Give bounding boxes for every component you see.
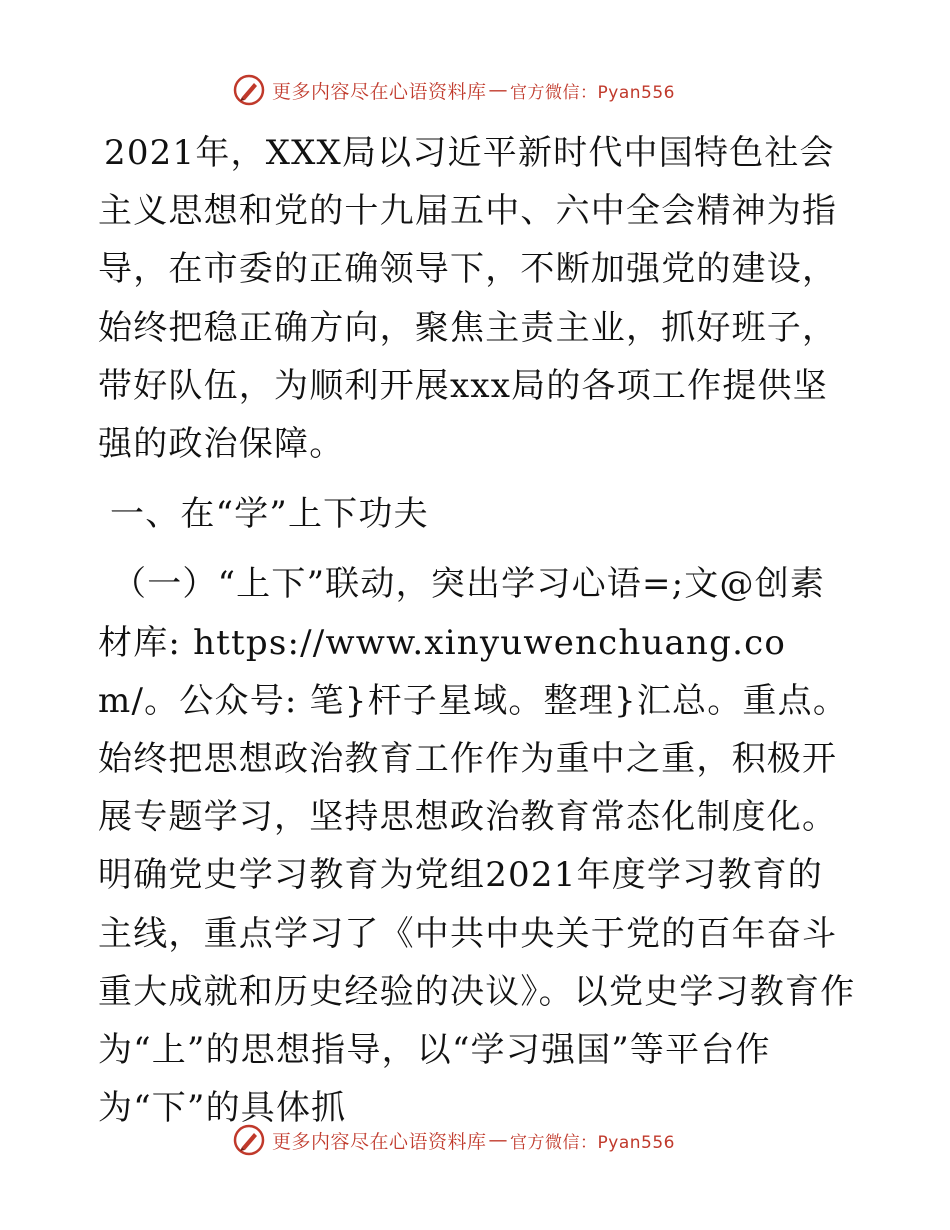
watermark-wechat: 官方微信：Pyan556 [510, 1132, 675, 1153]
watermark-footer [232, 1120, 732, 1160]
section-heading: 一、在“学”上下功夫 [110, 494, 429, 535]
watermark-wechat: 官方微信：Pyan556 [510, 82, 675, 103]
watermark-text: 更多内容尽在心语资料库 [272, 1130, 487, 1153]
document-body [98, 124, 858, 1137]
paragraph-subsection: （一）“上下”联动，突出学习心语=;文@创素材库: https://www.xinyuwenchuang.com/。公众号: 笔}杆子星域。整理}汇总。重点。始终把思想政治教育工作作为重中之重，积极开展专题学习，坚持思想政治教育常态化制度化。明确党史学习教育为党组2021年度学习教育的主线，重点学习了《中共中央关于党的百年奋斗重大成就和历史经验的决议》。以党史学习教育作为“上”的思想指导，以“学习强国”等平台作为“下”的具体抓 [98, 564, 856, 1129]
watermark-text: 更多内容尽在心语资料库 [272, 80, 487, 103]
watermark-dash: — [488, 1129, 509, 1151]
watermark-header [232, 70, 732, 110]
pen-logo-icon [232, 73, 266, 107]
watermark-dash: — [488, 79, 509, 101]
pen-logo-icon [232, 1123, 266, 1157]
paragraph-intro: 2021年，XXX局以习近平新时代中国特色社会主义思想和党的十九届五中、六中全会精神为指导，在市委的正确领导下，不断加强党的建设，始终把稳正确方向，聚焦主责主业，抓好班子，带好队伍，为顺利开展xxx局的各项工作提供坚强的政治保障。 [98, 133, 838, 465]
